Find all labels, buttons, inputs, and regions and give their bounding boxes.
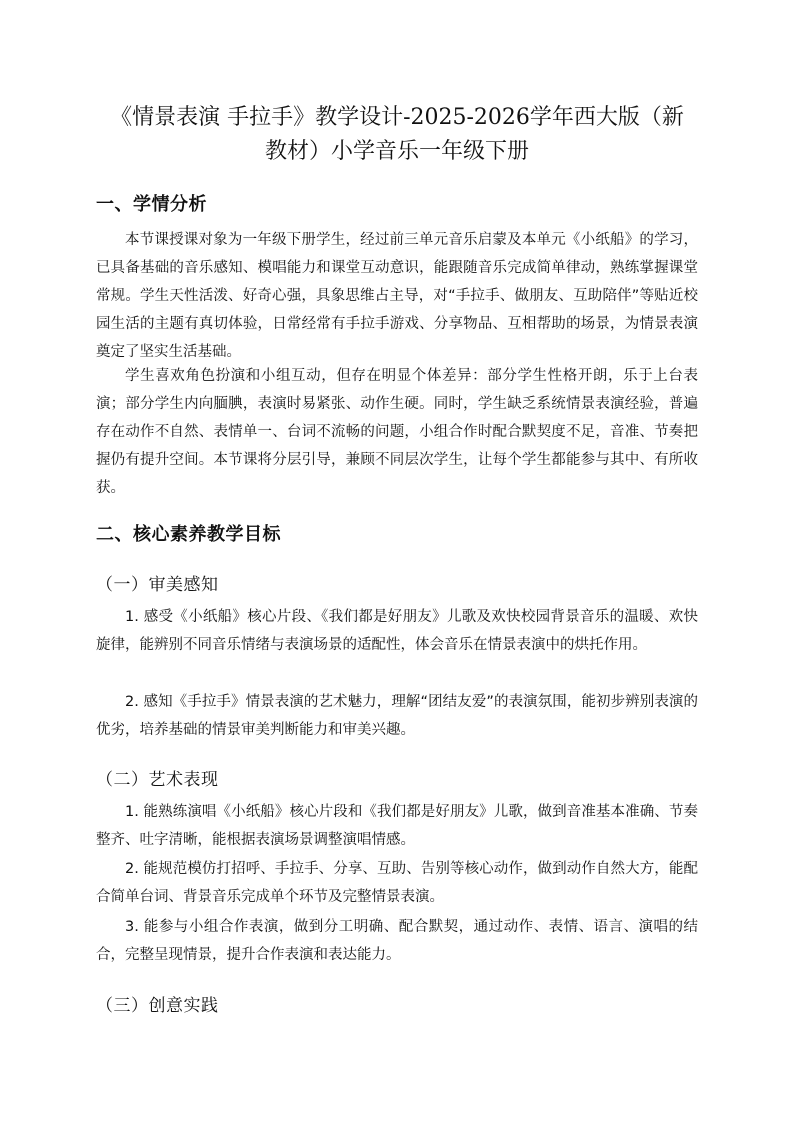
subsection-heading-artistic-expression: （二）艺术表现 bbox=[96, 770, 219, 790]
subsection-heading-creative-practice: （三）创意实践 bbox=[96, 996, 219, 1016]
paragraph-expression-1: 1. 能熟练演唱《小纸船》核心片段和《我们都是好朋友》儿歌，做到音准基本准确、节奏整齐、吐字清晰，能根据表演场景调整演唱情感。 bbox=[96, 804, 698, 848]
paragraph-expression-2: 2. 能规范模仿打招呼、手拉手、分享、互助、告别等核心动作，做到动作自然大方，能配合简单台词、背景音乐完成单个环节及完整情景表演。 bbox=[96, 861, 698, 905]
subsection-heading-aesthetic-perception: （一）审美感知 bbox=[96, 575, 219, 595]
section-heading-learner-analysis: 一、学情分析 bbox=[96, 194, 207, 215]
paragraph-aesthetic-1: 1. 感受《小纸船》核心片段、《我们都是好朋友》儿歌及欢快校园背景音乐的温暖、欢快旋律，能辨别不同音乐情绪与表演场景的适配性，体会音乐在情景表演中的烘托作用。 bbox=[96, 609, 698, 653]
document-title-line-2: 教材）小学音乐一年级下册 bbox=[264, 139, 529, 164]
paragraph-learner-analysis-2: 学生喜欢角色扮演和小组互动，但存在明显个体差异：部分学生性格开朗，乐于上台表演；部分学生内向腼腆，表演时易紧张、动作生硬。同时，学生缺乏系统情景表演经验，普遍存在动作不自然、表情单一、台词不流畅的问题，小组合作时配合默契度不足，音准、节奏把握仍有提升空间。本节课将分层引导，兼顾不同层次学生，让每个学生都能参与其中、有所收获。 bbox=[96, 368, 698, 496]
document-title-line-1: 《情景表演 手拉手》教学设计-2025-2026学年西大版（新 bbox=[110, 105, 684, 130]
paragraph-learner-analysis-1: 本节课授课对象为一年级下册学生，经过前三单元音乐启蒙及本单元《小纸船》的学习，已具备基础的音乐感知、模唱能力和课堂互动意识，能跟随音乐完成简单律动，熟练掌握课堂常规。学生天性活泼、好奇心强，具象思维占主导，对“手拉手、做朋友、互助陪伴”等贴近校园生活的主题有真切体验，日常经常有手拉手游戏、分享物品、互相帮助的场景，为情景表演奠定了坚实生活基础。 bbox=[96, 232, 698, 360]
paragraph-aesthetic-2: 2. 感知《手拉手》情景表演的艺术魅力，理解“团结友爱”的表演氛围，能初步辨别表演的优劣，培养基础的情景审美判断能力和审美兴趣。 bbox=[96, 694, 698, 738]
section-heading-core-goals: 二、核心素养教学目标 bbox=[96, 524, 281, 545]
paragraph-expression-3: 3. 能参与小组合作表演，做到分工明确、配合默契，通过动作、表情、语言、演唱的结合，完整呈现情景，提升合作表演和表达能力。 bbox=[96, 919, 698, 963]
